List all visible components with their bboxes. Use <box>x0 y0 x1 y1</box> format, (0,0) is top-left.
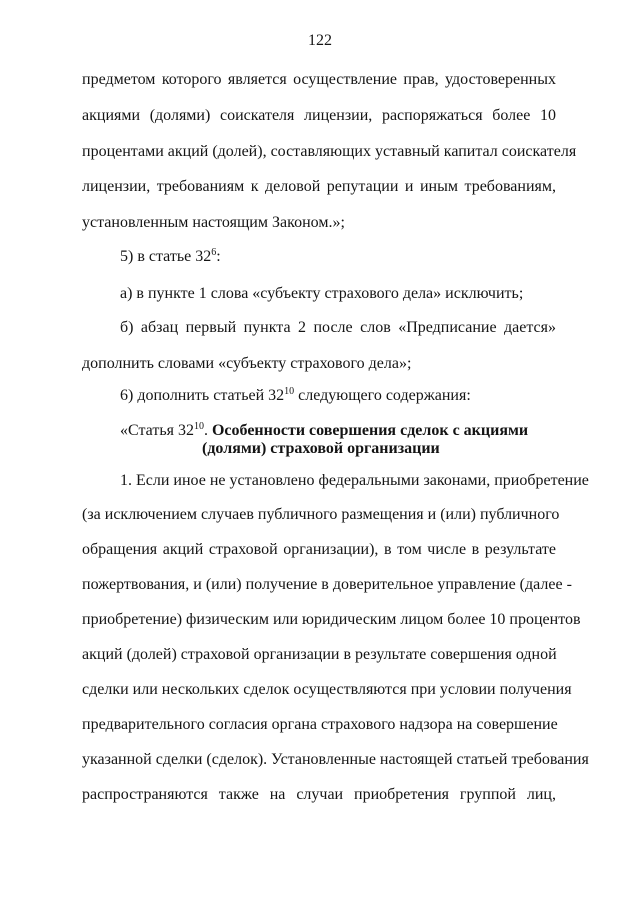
paragraph-line: указанной сделки (сделок). Установленные настоящей статьей требования <box>82 751 589 768</box>
paragraph-line: распространяются также на случаи приобретения группой лиц, <box>82 786 556 803</box>
list-item-a: а) в пункте 1 слова «субъекту страхового дела» исключить; <box>120 285 524 302</box>
paragraph-line: сделки или нескольких сделок осуществляются при условии получения <box>82 681 572 698</box>
page-number: 122 <box>308 32 332 49</box>
list-item-b: б) абзац первый пункта 2 после слов «Предписание дается» <box>120 319 556 336</box>
text-line: дополнить словами «субъекту страхового дела»; <box>82 355 412 372</box>
paragraph-line: обращения акций страховой организации), в том числе в результате <box>82 541 556 558</box>
superscript: 6 <box>211 247 217 258</box>
paragraph-line: приобретение) физическим или юридическим лицом более 10 процентов <box>82 611 581 628</box>
superscript: 10 <box>284 386 295 397</box>
list-item-6 <box>120 386 471 406</box>
text-line: лицензии, требованиям к деловой репутации и иным требованиям, <box>82 178 556 195</box>
paragraph-line: пожертвования, и (или) получение в доверительное управление (далее - <box>82 576 572 593</box>
paragraph-line: (за исключением случаев публичного размещения и (или) публичного <box>82 506 560 523</box>
text-line: процентами акций (долей), составляющих уставный капитал соискателя <box>82 143 577 160</box>
article-dot: . <box>203 422 212 439</box>
text-line: установленным настоящим Законом.»; <box>82 214 345 231</box>
paragraph-line: предварительного согласия органа страхового надзора на совершение <box>82 716 558 733</box>
list-item-text: 6) дополнить статьей 32 <box>120 387 285 404</box>
list-item-text: 5) в статье 32 <box>120 248 212 265</box>
article-heading <box>120 421 528 441</box>
list-item-5 <box>120 247 221 267</box>
list-item-tail: следующего содержания: <box>294 387 471 404</box>
text-line: предметом которого является осуществление прав, удостоверенных <box>82 71 556 88</box>
article-title-continued: (долями) страховой организации <box>202 440 440 457</box>
text-line: акциями (долями) соискателя лицензии, распоряжаться более 10 <box>82 107 556 124</box>
article-prefix: «Статья 32 <box>120 422 194 439</box>
superscript: 10 <box>193 421 204 432</box>
paragraph-line: акций (долей) страховой организации в результате совершения одной <box>82 646 557 663</box>
article-title: Особенности совершения сделок с акциями <box>211 422 529 439</box>
list-item-tail: : <box>216 248 221 265</box>
paragraph-line: 1. Если иное не установлено федеральными законами, приобретение <box>120 472 589 489</box>
